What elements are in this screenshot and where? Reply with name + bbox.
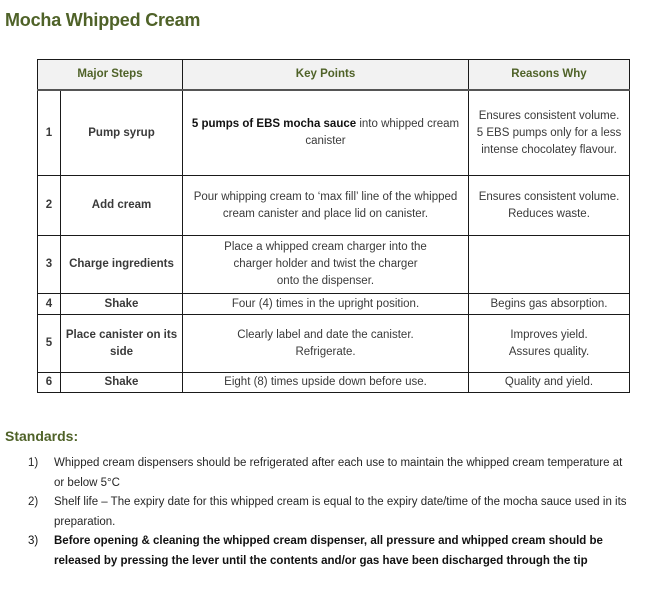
header-key-points: Key Points [183, 60, 469, 91]
reason-line: Reduces waste. [508, 207, 590, 220]
standards-item [28, 454, 628, 493]
key-point-text: into whipped cream canister [305, 118, 460, 147]
item-text: Before opening & cleaning the whipped cream dispenser, all pressure and whipped cream should be released by pressing the lever until the contents and/or gas have been discharged through the tip [54, 535, 603, 567]
reason-line: 5 EBS pumps only for a less intense chocolatey flavour. [476, 126, 622, 156]
key-point-line: Clearly label and date the canister. [237, 328, 414, 341]
item-number: 1) [28, 457, 39, 469]
step-name: Charge ingredients [61, 236, 183, 294]
step-name: Add cream [61, 176, 183, 236]
reason [469, 236, 630, 294]
step-name: Place canister on its side [61, 315, 183, 373]
step-number: 1 [38, 90, 61, 176]
key-point: Eight (8) times upside down before use. [183, 373, 469, 393]
step-name: Pump syrup [61, 90, 183, 176]
reason-line: Ensures consistent volume. [478, 190, 620, 203]
item-text: Shelf life – The expiry date for this whipped cream is equal to the expiry date/time of the mocha sauce used in its preparation. [54, 496, 627, 528]
table-header-row [38, 60, 630, 91]
reason [469, 315, 630, 373]
standards-item [28, 532, 628, 571]
reason-line: Ensures consistent volume. [478, 109, 620, 122]
standards-heading: Standards: [5, 428, 79, 444]
standards-item [28, 493, 628, 532]
item-text: Whipped cream dispensers should be refrigerated after each use to maintain the whipped cream temperature at or below 5°C [54, 457, 623, 489]
reason [469, 90, 630, 176]
step-name: Shake [61, 373, 183, 393]
reason [469, 176, 630, 236]
reason-line: Assures quality. [508, 345, 590, 358]
reason: Quality and yield. [469, 373, 630, 393]
item-number: 2) [28, 496, 39, 508]
table-row [38, 90, 630, 176]
steps-table [37, 59, 630, 393]
step-number: 4 [38, 294, 61, 315]
key-point-emphasis: 5 pumps of EBS mocha sauce [191, 118, 357, 130]
step-number: 6 [38, 373, 61, 393]
step-number: 3 [38, 236, 61, 294]
key-point [183, 315, 469, 373]
table-row [38, 315, 630, 373]
key-point [183, 90, 469, 176]
key-point: Place a whipped cream charger into the charger holder and twist the charger onto the dispenser. [183, 236, 469, 294]
table-row [38, 236, 630, 294]
key-point-line: Refrigerate. [295, 345, 356, 358]
document-title: Mocha Whipped Cream [5, 10, 201, 30]
header-major-steps: Major Steps [38, 60, 183, 91]
item-number: 3) [28, 535, 39, 547]
header-reasons-why: Reasons Why [469, 60, 630, 91]
table-row [38, 176, 630, 236]
reason-line: Improves yield. [510, 328, 588, 341]
table-row [38, 373, 630, 393]
key-point: Pour whipping cream to ‘max fill’ line of the whipped cream canister and place lid on canister. [183, 176, 469, 236]
step-number: 2 [38, 176, 61, 236]
reason: Begins gas absorption. [469, 294, 630, 315]
key-point: Four (4) times in the upright position. [183, 294, 469, 315]
table-row [38, 294, 630, 315]
standards-list [28, 454, 628, 571]
step-name: Shake [61, 294, 183, 315]
step-number: 5 [38, 315, 61, 373]
